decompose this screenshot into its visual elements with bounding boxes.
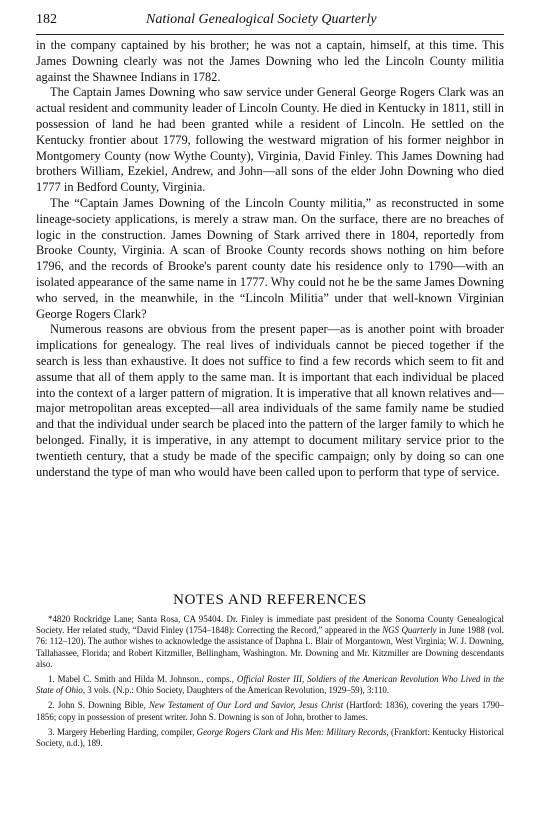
note-2-text-b: (Hartford: 1836), covering the years 1790–1856; copy in possession of present writer. John S. Downing is son of John, brother to James. (36, 700, 504, 722)
note-1-text-a: 1. Mabel C. Smith and Hilda M. Johnson., comps., (48, 674, 237, 685)
header-rule (36, 34, 504, 35)
note-3 (36, 727, 504, 749)
note-author-text-a: *4820 Rockridge Lane; Santa Rosa, CA 95404. Dr. Finley is immediate past president of the Sonoma County Genealogical Society. Her related study, “David Finley (1754–1848): Correcting the Record,” appeared in the (36, 614, 504, 636)
body-paragraph-3: The “Captain James Downing of the Lincoln County militia,” as reconstructed in some lineage-society applications, is merely a straw man. On the surface, there are no breaches of logic in the construction. James Downing of Stark arrived there in 1804, reportedly from Brooke County, Virginia. A scan of Brooke County records shows nothing on him before 1796, and the records of Brooke's parent county date his residence only to 1790—with an isolated appearance of the same name in 1777. Why could not he be the same James Downing who served, in the meanwhile, in the “Lincoln Militia” under that well-known Virginian George Rogers Clark? (36, 195, 504, 321)
note-1 (36, 674, 504, 696)
note-1-text-b: 3 vols. (N.p.: Ohio Society, Daughters of the American Revolution, 1929–59), 3:110. (85, 685, 390, 696)
note-3-text-b: (Frankfort: Kentucky Historical Society, n.d.), 189. (36, 726, 504, 749)
note-author-text-b: in June 1988 (vol. 76: 112–120). The author wishes to acknowledge the assistance of Daphna L. Blair of Morgantown, West Virginia; W. J. Downing, Tallahassee, Florida; and Robert Kitzmiller, Bellingham, Washington. Mr. Downing and Mr. Kitzmiller are Downing descendants also. (36, 625, 504, 669)
body-paragraph-1: in the company captained by his brother; he was not a captain, himself, at this time. This James Downing clearly was not the James Downing who led the Lincoln County militia against the Shawnee Indians in 1782. (36, 38, 504, 84)
note-2 (36, 700, 504, 722)
note-2-title: New Testament of Our Lord and Savior, Jesus Christ (148, 700, 344, 711)
note-1-title: Official Roster III, Soldiers of the American Revolution Who Lived in the State of Ohio, (36, 674, 504, 696)
running-header (36, 12, 504, 28)
note-author-journal: NGS Quarterly (382, 625, 437, 636)
note-2-text-a: 2. John S. Downing Bible, (48, 700, 149, 711)
body-paragraph-2: The Captain James Downing who saw service under General George Rogers Clark was an actual resident and community leader of Lincoln County. He died in Kentucky in 1811, still in possession of land he had been granted while a resident of Lincoln. He settled on the Kentucky frontier about 1779, following the westward migration of his former neighbor in Montgomery County (now Wythe County), Virginia, David Finley. This James Downing had brothers William, Ezekiel, Andrew, and John—all sons of the elder John Downing who died 1777 in Bedford County, Virginia. (36, 85, 504, 195)
note-3-title: George Rogers Clark and His Men: Military Records, (196, 726, 389, 737)
body-paragraph-4: Numerous reasons are obvious from the present paper—as is another point with broader implications for genealogy. The real lives of individuals cannot be pieced together if the search is less than exhaustive. It does not suffice to find a few records which seem to fit and assume that all of them apply to the same man. It is important that each individual be placed into the context of a larger pattern of migration. It is imperative that all known relatives and—major metropolitan areas excepted—all area individuals of the same family name be studied and that the individual under search be placed into the pattern of the larger family to which he belonged. Finally, it is imperative, in any attempt to document military service prior to the twentieth century, that a study be made of the specific campaign; only by doing so can one understand the type of man who would have been called upon to perform that type of service. (36, 322, 504, 479)
journal-title: National Genealogical Society Quarterly (146, 12, 377, 27)
article-body (36, 38, 504, 480)
note-author (36, 614, 504, 670)
page-number: 182 (36, 12, 57, 27)
notes-heading: NOTES AND REFERENCES (173, 592, 367, 608)
note-3-text-a: 3. Margery Heberling Harding, compiler, (48, 726, 197, 737)
notes-list (36, 614, 504, 753)
